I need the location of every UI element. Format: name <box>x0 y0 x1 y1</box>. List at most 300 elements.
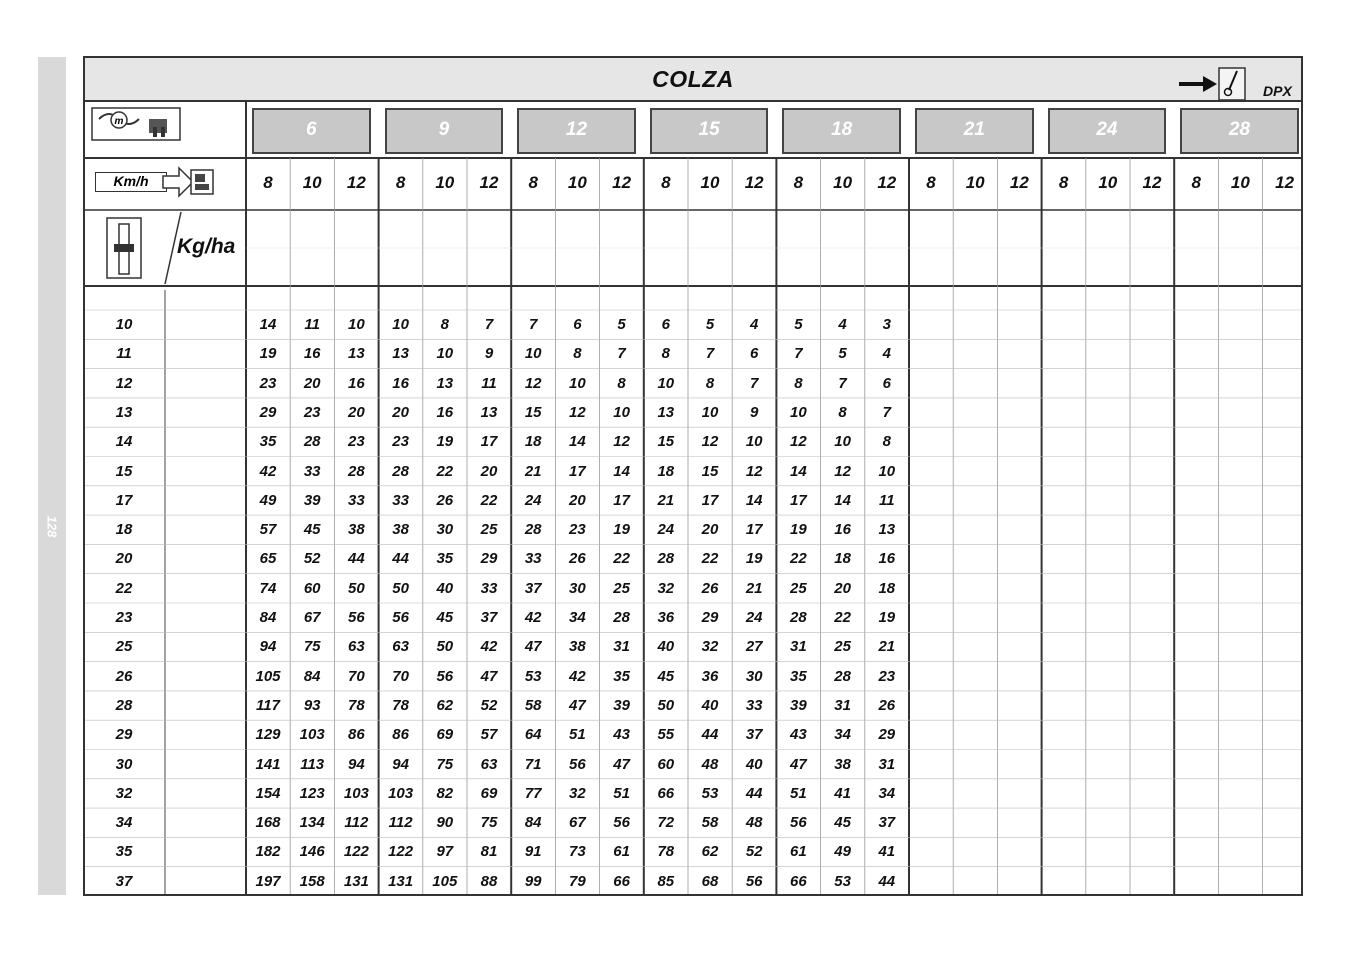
speed-label: 8 <box>395 173 406 192</box>
table-cell: 94 <box>348 755 365 773</box>
table-cell: 21 <box>878 638 896 656</box>
table-cell: 10 <box>569 374 586 392</box>
table-cell: 78 <box>348 696 365 714</box>
speed-label: 12 <box>1275 173 1295 192</box>
table-cell: 25 <box>834 638 851 656</box>
table-cell: 9 <box>484 345 494 363</box>
table-cell: 19 <box>790 521 807 539</box>
table-cell: 75 <box>480 814 498 832</box>
rate-setting-label: 34 <box>115 814 133 832</box>
table-cell: 141 <box>255 755 281 773</box>
speed-label: 10 <box>435 173 455 192</box>
speed-label: 12 <box>612 173 632 192</box>
table-cell: 39 <box>790 696 807 714</box>
table-cell: 26 <box>878 696 896 714</box>
width-group-header: 18 <box>782 108 901 154</box>
table-cell: 7 <box>484 316 494 333</box>
table-cell: 49 <box>834 843 851 861</box>
table-cell: 35 <box>790 667 807 685</box>
table-cell: 44 <box>745 784 763 802</box>
table-cell: 84 <box>524 814 542 832</box>
table-cell: 44 <box>878 872 896 890</box>
table-cell: 31 <box>790 638 807 656</box>
table-cell: 17 <box>480 433 498 451</box>
table-cell: 12 <box>524 374 542 392</box>
table-cell: 73 <box>569 843 586 861</box>
table-cell: 35 <box>259 433 277 451</box>
table-cell: 94 <box>259 638 277 656</box>
table-cell: 7 <box>882 403 891 421</box>
table-cell: 78 <box>392 696 409 714</box>
table-cell: 56 <box>790 814 807 832</box>
table-cell: 58 <box>524 696 542 714</box>
speed-label: 8 <box>263 173 273 192</box>
table-cell: 20 <box>348 403 365 421</box>
table-cell: 79 <box>569 872 586 890</box>
table-cell: 13 <box>657 403 675 421</box>
rate-setting-label: 12 <box>115 374 133 392</box>
table-cell: 62 <box>436 696 454 714</box>
table-cell: 50 <box>436 638 454 656</box>
table-cell: 5 <box>705 316 715 333</box>
table-cell: 60 <box>303 579 321 597</box>
table-cell: 99 <box>524 872 542 890</box>
table-cell: 12 <box>790 433 807 451</box>
width-group-header: 15 <box>650 108 769 154</box>
table-cell: 42 <box>480 638 498 656</box>
table-cell: 57 <box>480 726 498 744</box>
table-cell: 72 <box>657 814 675 832</box>
table-cell: 12 <box>701 433 719 451</box>
table-cell: 28 <box>524 521 542 539</box>
table-cell: 103 <box>299 726 325 744</box>
table-cell: 50 <box>657 696 675 714</box>
speed-label: 8 <box>793 173 804 192</box>
table-cell: 94 <box>392 755 409 773</box>
table-cell: 48 <box>701 755 719 773</box>
table-cell: 78 <box>657 843 675 861</box>
table-cell: 25 <box>480 521 498 539</box>
table-cell: 55 <box>657 726 675 744</box>
table-cell: 6 <box>661 316 670 333</box>
table-cell: 22 <box>613 550 630 568</box>
table-cell: 18 <box>878 579 896 597</box>
table-cell: 12 <box>613 433 630 451</box>
page-margin-strip <box>38 57 66 895</box>
table-cell: 23 <box>259 374 277 392</box>
speed-label: 10 <box>700 173 720 192</box>
speed-label: 10 <box>965 173 985 192</box>
table-cell: 29 <box>878 726 896 744</box>
rate-setting-label: 11 <box>116 345 132 363</box>
table-cell: 21 <box>524 462 542 480</box>
table-cell: 10 <box>348 316 365 333</box>
table-cell: 56 <box>392 609 409 626</box>
table-cell: 39 <box>303 491 321 509</box>
table-cell: 33 <box>480 579 498 597</box>
rate-setting-label: 15 <box>115 462 133 480</box>
rate-setting-label: 35 <box>115 843 133 861</box>
speed-label: 12 <box>1142 173 1162 192</box>
table-cell: 28 <box>392 462 409 480</box>
rate-setting-label: 25 <box>115 638 133 656</box>
table-cell: 14 <box>745 491 763 509</box>
width-group-header: 28 <box>1180 108 1299 154</box>
speed-label: 10 <box>567 173 587 192</box>
speed-label: 12 <box>744 173 764 192</box>
table-cell: 146 <box>299 843 325 861</box>
table-cell: 43 <box>790 726 807 744</box>
table-cell: 20 <box>303 374 321 392</box>
table-cell: 112 <box>388 814 413 832</box>
table-cell: 65 <box>259 550 277 568</box>
table-cell: 5 <box>838 345 847 363</box>
table-cell: 16 <box>348 374 365 392</box>
table-cell: 26 <box>701 579 719 597</box>
rate-setting-label: 32 <box>115 784 133 802</box>
speed-label: 12 <box>1009 173 1029 192</box>
table-cell: 97 <box>436 843 454 861</box>
table-cell: 10 <box>613 403 630 421</box>
table-cell: 154 <box>255 784 281 802</box>
table-cell: 51 <box>569 726 586 744</box>
table-cell: 91 <box>524 843 542 861</box>
table-cell: 40 <box>745 755 763 773</box>
table-cell: 22 <box>480 491 498 509</box>
table-cell: 30 <box>436 521 454 539</box>
table-cell: 70 <box>348 667 365 685</box>
table-cell: 56 <box>745 872 763 890</box>
table-cell: 58 <box>701 814 719 832</box>
speed-label: 10 <box>833 173 853 192</box>
table-cell: 13 <box>436 374 454 392</box>
table-cell: 38 <box>348 521 365 539</box>
table-cell: 131 <box>388 872 414 890</box>
table-cell: 50 <box>392 579 409 597</box>
table-cell: 20 <box>834 579 851 597</box>
table-cell: 66 <box>613 872 630 890</box>
table-cell: 31 <box>878 755 896 773</box>
table-cell: 56 <box>569 755 586 773</box>
table-cell: 10 <box>834 433 851 451</box>
table-cell: 40 <box>657 638 675 656</box>
table-cell: 122 <box>343 843 369 861</box>
table-cell: 129 <box>255 726 281 744</box>
table-cell: 10 <box>878 462 896 480</box>
svg-text:m: m <box>114 116 124 127</box>
table-cell: 34 <box>569 609 586 626</box>
table-cell: 7 <box>838 374 847 392</box>
table-cell: 42 <box>259 462 277 480</box>
table-cell: 6 <box>882 374 891 392</box>
table-cell: 13 <box>480 403 498 421</box>
table-cell: 37 <box>878 814 896 832</box>
table-cell: 17 <box>613 491 630 509</box>
table-cell: 33 <box>348 491 365 509</box>
table-cell: 23 <box>348 433 365 451</box>
width-group-header: 6 <box>252 108 371 154</box>
table-cell: 86 <box>348 726 365 744</box>
table-cell: 16 <box>878 550 896 568</box>
table-cell: 17 <box>701 491 719 509</box>
table-cell: 11 <box>481 374 497 392</box>
table-cell: 20 <box>701 521 719 539</box>
table-cell: 8 <box>573 345 582 363</box>
table-cell: 24 <box>524 491 542 509</box>
table-cell: 28 <box>348 462 365 480</box>
table-cell: 10 <box>701 403 719 421</box>
table-cell: 13 <box>392 345 409 363</box>
table-cell: 84 <box>259 609 277 626</box>
table-cell: 15 <box>657 433 675 451</box>
table-cell: 69 <box>436 726 454 744</box>
table-cell: 8 <box>794 374 803 392</box>
table-cell: 23 <box>303 403 321 421</box>
rate-setting-label: 23 <box>115 609 133 626</box>
table-cell: 16 <box>834 521 851 539</box>
table-cell: 56 <box>436 667 454 685</box>
table-cell: 17 <box>569 462 586 480</box>
table-cell: 40 <box>436 579 454 597</box>
table-cell: 122 <box>388 843 414 861</box>
table-cell: 39 <box>613 696 630 714</box>
speed-label: 10 <box>1230 173 1250 192</box>
table-cell: 6 <box>750 345 759 363</box>
table-cell: 18 <box>524 433 542 451</box>
table-cell: 197 <box>255 872 281 890</box>
table-cell: 21 <box>657 491 675 509</box>
table-cell: 44 <box>392 550 409 568</box>
table-cell: 33 <box>392 491 409 509</box>
table-cell: 37 <box>745 726 763 744</box>
table-cell: 19 <box>436 433 454 451</box>
table-cell: 23 <box>392 433 409 451</box>
table-cell: 10 <box>524 345 542 363</box>
table-cell: 9 <box>750 403 759 421</box>
table-cell: 11 <box>879 491 895 509</box>
table-cell: 29 <box>701 609 719 626</box>
rate-setting-label: 29 <box>115 726 133 744</box>
table-cell: 60 <box>657 755 675 773</box>
table-cell: 28 <box>613 609 630 626</box>
table-cell: 22 <box>790 550 807 568</box>
table-cell: 26 <box>436 491 454 509</box>
table-cell: 52 <box>745 843 763 861</box>
table-cell: 84 <box>303 667 321 685</box>
table-cell: 71 <box>524 755 542 773</box>
table-cell: 29 <box>480 550 498 568</box>
table-cell: 45 <box>436 609 454 626</box>
table-cell: 10 <box>657 374 675 392</box>
table-cell: 77 <box>524 784 542 802</box>
table-cell: 14 <box>259 316 277 333</box>
table-cell: 5 <box>617 316 626 333</box>
table-cell: 7 <box>705 345 715 363</box>
table-cell: 21 <box>745 579 763 597</box>
table-cell: 4 <box>750 316 759 333</box>
table-cell: 50 <box>348 579 365 597</box>
table-cell: 47 <box>524 638 542 656</box>
table-cell: 28 <box>657 550 675 568</box>
table-cell: 8 <box>617 374 626 392</box>
table-cell: 75 <box>303 638 321 656</box>
table-cell: 17 <box>790 491 807 509</box>
table-cell: 43 <box>613 726 630 744</box>
table-cell: 105 <box>255 667 281 685</box>
speed-label: 10 <box>1098 173 1118 192</box>
rate-setting-label: 13 <box>115 403 133 421</box>
table-cell: 33 <box>524 550 542 568</box>
table-cell: 61 <box>613 843 630 861</box>
table-cell: 51 <box>790 784 807 802</box>
table-cell: 19 <box>745 550 763 568</box>
table-cell: 28 <box>834 667 851 685</box>
seed-rate-table <box>83 56 1303 896</box>
table-cell: 8 <box>882 433 891 451</box>
table-cell: 15 <box>701 462 719 480</box>
table-cell: 16 <box>436 403 454 421</box>
table-cell: 103 <box>388 784 414 802</box>
table-cell: 16 <box>392 374 409 392</box>
table-cell: 10 <box>392 316 409 333</box>
table-cell: 86 <box>392 726 409 744</box>
table-cell: 13 <box>878 521 896 539</box>
table-cell: 10 <box>436 345 454 363</box>
rate-setting-label: 26 <box>115 667 133 685</box>
table-cell: 7 <box>750 374 759 392</box>
table-cell: 38 <box>834 755 851 773</box>
table-cell: 14 <box>790 462 807 480</box>
table-cell: 22 <box>834 609 851 626</box>
table-cell: 38 <box>392 521 409 539</box>
table-cell: 36 <box>657 609 675 626</box>
table-cell: 25 <box>790 579 807 597</box>
table-cell: 19 <box>259 345 277 363</box>
table-cell: 34 <box>834 726 851 744</box>
table-cell: 131 <box>343 872 369 890</box>
table-cell: 44 <box>701 726 719 744</box>
table-cell: 61 <box>790 843 807 861</box>
table-cell: 47 <box>569 696 586 714</box>
table-cell: 63 <box>480 755 498 773</box>
table-cell: 8 <box>705 374 715 392</box>
table-cell: 4 <box>882 345 891 363</box>
table-cell: 38 <box>569 638 586 656</box>
page-number: 128 <box>44 515 60 538</box>
speed-label: 8 <box>926 173 936 192</box>
table-cell: 28 <box>303 433 321 451</box>
table-cell: 33 <box>745 696 763 714</box>
table-cell: 37 <box>480 609 498 626</box>
table-cell: 45 <box>303 521 321 539</box>
speed-label: 12 <box>479 173 499 192</box>
table-cell: 19 <box>878 609 896 626</box>
table-cell: 105 <box>432 872 458 890</box>
table-cell: 8 <box>440 316 449 333</box>
table-cell: 10 <box>790 403 807 421</box>
table-cell: 24 <box>657 521 675 539</box>
table-cell: 23 <box>569 521 586 539</box>
table-cell: 16 <box>303 345 321 363</box>
table-cell: 35 <box>613 667 630 685</box>
table-cell: 32 <box>569 784 586 802</box>
table-cell: 67 <box>303 609 321 626</box>
table-cell: 81 <box>480 843 498 861</box>
table-cell: 23 <box>878 667 896 685</box>
table-cell: 49 <box>259 491 277 509</box>
table-cell: 123 <box>299 784 325 802</box>
table-cell: 66 <box>657 784 675 802</box>
table-cell: 63 <box>348 638 365 656</box>
table-cell: 51 <box>613 784 630 802</box>
table-cell: 168 <box>255 814 281 832</box>
table-cell: 20 <box>480 462 498 480</box>
table-cell: 57 <box>259 521 277 539</box>
table-cell: 45 <box>834 814 851 832</box>
rate-setting-label: 14 <box>115 433 133 451</box>
table-cell: 31 <box>613 638 630 656</box>
table-cell: 10 <box>745 433 763 451</box>
table-cell: 22 <box>701 550 719 568</box>
table-cell: 4 <box>838 316 847 333</box>
table-cell: 82 <box>436 784 454 802</box>
table-cell: 42 <box>569 667 586 685</box>
table-cell: 90 <box>436 814 454 832</box>
width-group-header: 24 <box>1048 108 1167 154</box>
table-cell: 113 <box>300 755 325 773</box>
table-cell: 103 <box>343 784 369 802</box>
table-cell: 7 <box>617 345 626 363</box>
table-cell: 20 <box>569 491 586 509</box>
table-cell: 56 <box>348 609 365 626</box>
table-cell: 41 <box>878 843 896 861</box>
rate-setting-label: 28 <box>115 696 133 714</box>
table-cell: 27 <box>745 638 763 656</box>
table-cell: 75 <box>436 755 454 773</box>
table-cell: 6 <box>573 316 582 333</box>
speed-label: 8 <box>528 173 538 192</box>
table-cell: 37 <box>524 579 542 597</box>
page-title: COLZA <box>652 66 734 92</box>
table-cell: 53 <box>701 784 719 802</box>
rate-setting-label: 37 <box>115 872 133 890</box>
table-cell: 112 <box>344 814 369 832</box>
speed-label: 12 <box>877 173 897 192</box>
table-cell: 67 <box>569 814 586 832</box>
model-label: DPX <box>1263 83 1292 99</box>
rate-setting-label: 17 <box>115 491 133 509</box>
speed-label: 8 <box>1058 173 1069 192</box>
table-cell: 3 <box>882 316 891 333</box>
rate-setting-label: 10 <box>115 316 133 333</box>
table-cell: 7 <box>794 345 803 363</box>
table-cell: 53 <box>834 872 851 890</box>
table-cell: 74 <box>259 579 277 597</box>
table-cell: 42 <box>524 609 542 626</box>
table-cell: 52 <box>303 550 321 568</box>
table-cell: 7 <box>529 316 538 333</box>
speed-label: 8 <box>661 173 671 192</box>
speed-label: 8 <box>1191 173 1201 192</box>
table-cell: 41 <box>834 784 851 802</box>
table-cell: 33 <box>303 462 321 480</box>
table-cell: 14 <box>569 433 586 451</box>
table-cell: 182 <box>255 843 281 861</box>
table-cell: 66 <box>790 872 807 890</box>
table-cell: 12 <box>569 403 586 421</box>
table-cell: 62 <box>701 843 719 861</box>
rate-setting-label: 20 <box>115 550 133 568</box>
